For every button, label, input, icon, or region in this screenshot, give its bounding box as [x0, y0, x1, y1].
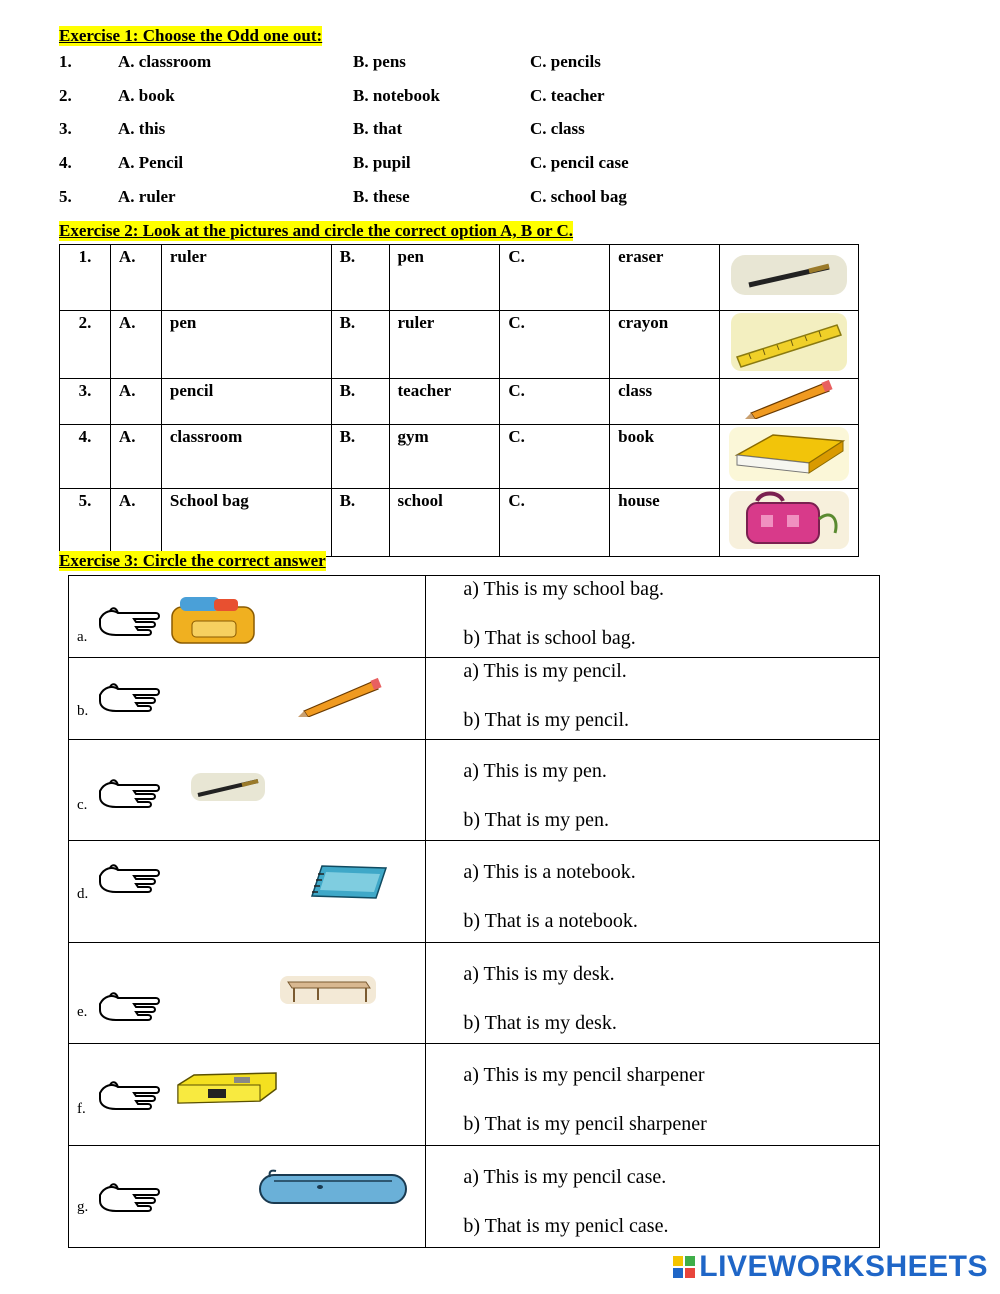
option-b-word[interactable]: pen — [389, 245, 500, 311]
pointing-hand-icon — [96, 990, 162, 1032]
logo-square — [673, 1256, 683, 1266]
option-c-letter[interactable]: C. — [500, 379, 610, 425]
option-b-word[interactable]: ruler — [389, 311, 500, 379]
desk-picture — [278, 974, 378, 1012]
pointing-hand-icon — [96, 605, 162, 647]
option-a-letter[interactable]: A. — [110, 379, 161, 425]
option-c-letter[interactable]: C. — [500, 489, 610, 557]
question-number: 4. — [60, 425, 111, 489]
option-b[interactable]: B. that — [353, 119, 403, 139]
question-number: 4. — [59, 153, 72, 173]
question-number: 3. — [60, 379, 111, 425]
pencil-case-picture — [256, 1167, 410, 1213]
option-c-letter[interactable]: C. — [500, 311, 610, 379]
option-c[interactable]: C. pencils — [530, 52, 601, 71]
item-label: c. — [77, 797, 88, 813]
exercise-1-title: Exercise 1: Choose the Odd one out: — [59, 26, 323, 45]
answer-cell — [426, 1044, 880, 1146]
odd-one-out-row — [59, 187, 759, 211]
option-b-letter[interactable]: B. — [331, 489, 389, 557]
option-a-letter[interactable]: A. — [110, 245, 161, 311]
answer-option-a[interactable]: a) This is my pen. — [463, 760, 607, 782]
answer-option-b[interactable]: b) That is a notebook. — [463, 910, 638, 932]
book-picture — [719, 425, 858, 489]
option-c[interactable]: C. pencil case — [530, 153, 629, 173]
option-a-word[interactable]: pen — [161, 311, 331, 379]
item-label: e. — [77, 1004, 88, 1020]
question-number: 1. — [59, 52, 72, 71]
option-c-letter[interactable]: C. — [500, 245, 610, 311]
sentence-question-row — [69, 1146, 880, 1248]
answer-cell — [426, 841, 880, 943]
sentence-question-row — [69, 576, 880, 658]
exercise-2-table — [59, 244, 859, 557]
question-number: 5. — [60, 489, 111, 557]
picture-question-row — [60, 379, 859, 425]
option-b[interactable]: B. notebook — [353, 85, 440, 105]
answer-option-b[interactable]: b) That is my pencil. — [463, 709, 630, 731]
sentence-question-row — [69, 841, 880, 943]
liveworksheets-logo — [673, 1250, 988, 1284]
option-a-letter[interactable]: A. — [110, 311, 161, 379]
answer-option-a[interactable]: a) This is my desk. — [463, 963, 615, 985]
pen-picture — [190, 771, 266, 809]
option-c-word[interactable]: book — [610, 425, 720, 489]
picture-cell — [69, 841, 426, 943]
option-c[interactable]: C. school bag — [530, 186, 627, 206]
question-number: 2. — [60, 311, 111, 379]
item-label: f. — [77, 1101, 86, 1117]
option-a[interactable]: A. this — [118, 119, 166, 139]
option-a[interactable]: A. classroom — [118, 52, 212, 71]
odd-one-out-row — [59, 86, 759, 110]
odd-one-out-row — [59, 119, 759, 143]
answer-option-a[interactable]: a) This is a notebook. — [463, 861, 636, 883]
sentence-question-row — [69, 1044, 880, 1146]
item-label: d. — [77, 886, 89, 902]
ruler-picture — [719, 311, 858, 379]
question-number: 1. — [60, 245, 111, 311]
answer-option-a[interactable]: a) This is my pencil sharpener — [463, 1064, 705, 1086]
option-b-letter[interactable]: B. — [331, 245, 389, 311]
option-b-letter[interactable]: B. — [331, 379, 389, 425]
answer-option-a[interactable]: a) This is my pencil. — [463, 660, 627, 682]
option-c[interactable]: C. teacher — [530, 85, 605, 105]
answer-option-b[interactable]: b) That is my desk. — [463, 1012, 617, 1034]
answer-cell — [426, 658, 880, 740]
pointing-hand-icon — [96, 1079, 162, 1121]
pen-picture — [719, 245, 858, 311]
odd-one-out-row — [59, 52, 759, 76]
picture-cell — [69, 576, 426, 658]
option-b[interactable]: B. pens — [353, 52, 406, 71]
logo-square — [685, 1268, 695, 1278]
option-b-letter[interactable]: B. — [331, 425, 389, 489]
item-label: b. — [77, 703, 89, 719]
item-label: g. — [77, 1199, 89, 1215]
answer-option-a[interactable]: a) This is my pencil case. — [463, 1166, 667, 1188]
question-number: 5. — [59, 186, 72, 206]
picture-question-row — [60, 311, 859, 379]
school-bag-picture — [719, 489, 858, 557]
pointing-hand-icon — [96, 681, 162, 723]
sentence-question-row — [69, 740, 880, 841]
item-label: a. — [77, 629, 88, 645]
sharpener-picture — [174, 1069, 280, 1115]
exercise-2-title: Exercise 2: Look at the pictures and circle the correct option A, B or C. — [59, 221, 574, 240]
pencil-picture — [719, 379, 858, 425]
picture-cell — [69, 740, 426, 841]
picture-question-row — [60, 425, 859, 489]
picture-question-row — [60, 489, 859, 557]
picture-cell — [69, 1044, 426, 1146]
question-number: 2. — [59, 85, 72, 105]
sentence-question-row — [69, 658, 880, 740]
pointing-hand-icon — [96, 862, 162, 904]
answer-option-b[interactable]: b) That is my penicl case. — [463, 1215, 669, 1237]
option-c-letter[interactable]: C. — [500, 425, 610, 489]
answer-option-b[interactable]: b) That is school bag. — [463, 627, 636, 649]
option-b[interactable]: B. pupil — [353, 153, 411, 173]
option-a[interactable]: A. ruler — [118, 186, 176, 206]
answer-option-b[interactable]: b) That is my pen. — [463, 809, 610, 831]
option-a-word[interactable]: pencil — [161, 379, 331, 425]
option-b-word[interactable]: school — [389, 489, 500, 557]
option-a-word[interactable]: classroom — [161, 425, 331, 489]
question-number: 3. — [59, 119, 72, 139]
picture-cell — [69, 943, 426, 1044]
notebook-picture — [304, 864, 388, 906]
option-c-word[interactable]: crayon — [610, 311, 720, 379]
option-c[interactable]: C. class — [530, 119, 585, 139]
exercise-3-table — [68, 575, 880, 1248]
pointing-hand-icon — [96, 777, 162, 819]
option-a-letter[interactable]: A. — [110, 489, 161, 557]
answer-cell — [426, 576, 880, 658]
logo-mark-icon — [673, 1256, 695, 1278]
option-c-word[interactable]: class — [610, 379, 720, 425]
logo-square — [673, 1268, 683, 1278]
picture-question-row — [60, 245, 859, 311]
option-b-letter[interactable]: B. — [331, 311, 389, 379]
option-c-word[interactable]: house — [610, 489, 720, 557]
backpack-picture — [166, 595, 266, 653]
answer-cell — [426, 740, 880, 841]
option-a-word[interactable]: School bag — [161, 489, 331, 557]
option-a-word[interactable]: ruler — [161, 245, 331, 311]
logo-square — [685, 1256, 695, 1266]
pencil-picture — [296, 677, 386, 723]
odd-one-out-row — [59, 153, 759, 177]
option-b[interactable]: B. these — [353, 186, 410, 206]
exercise-3-title: Exercise 3: Circle the correct answer — [59, 551, 326, 570]
option-a-letter[interactable]: A. — [110, 425, 161, 489]
answer-option-a[interactable]: a) This is my school bag. — [463, 578, 665, 600]
pointing-hand-icon — [96, 1181, 162, 1223]
logo-text: LIVEWORKSHEETS — [699, 1250, 988, 1283]
picture-cell — [69, 1146, 426, 1248]
answer-cell — [426, 1146, 880, 1248]
option-b-word[interactable]: gym — [389, 425, 500, 489]
option-a[interactable]: A. book — [118, 85, 175, 105]
picture-cell — [69, 658, 426, 740]
option-a[interactable]: A. Pencil — [118, 153, 184, 173]
option-b-word[interactable]: teacher — [389, 379, 500, 425]
answer-cell — [426, 943, 880, 1044]
option-c-word[interactable]: eraser — [610, 245, 720, 311]
answer-option-b[interactable]: b) That is my pencil sharpener — [463, 1113, 707, 1135]
sentence-question-row — [69, 943, 880, 1044]
